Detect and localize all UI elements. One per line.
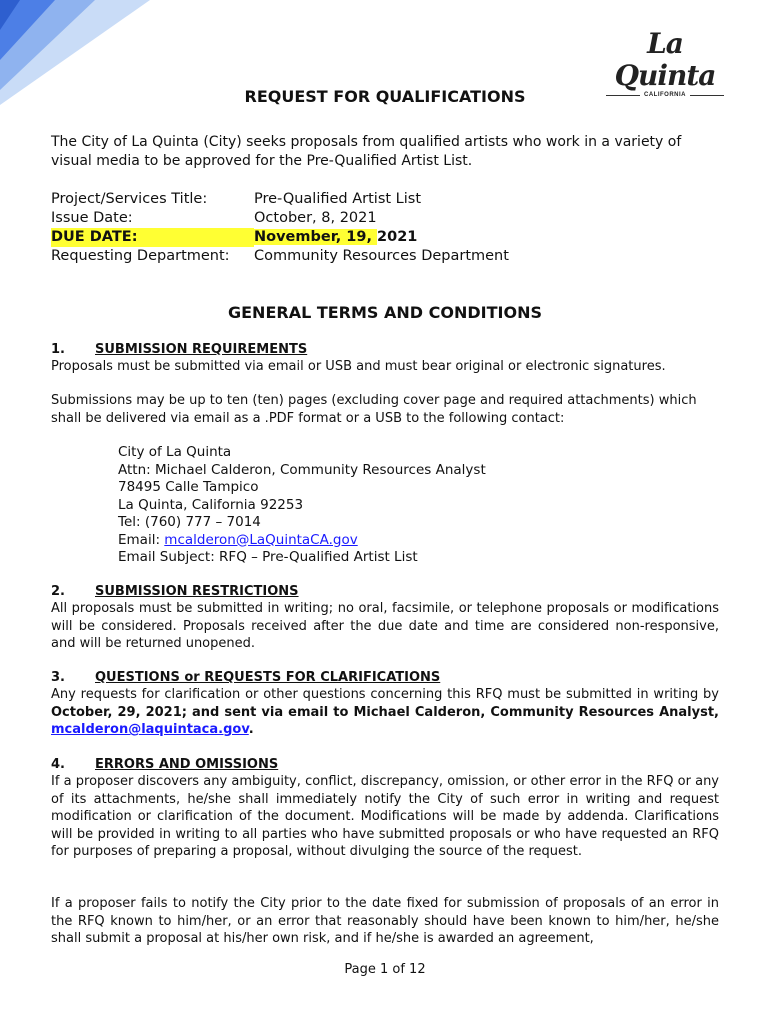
logo-subtitle-text: CALIFORNIA (644, 92, 686, 98)
issue-label: Issue Date: (51, 210, 133, 226)
section-2-heading (51, 583, 299, 600)
clarification-email-link[interactable]: mcalderon@laquintaca.gov (51, 722, 249, 737)
address-email-line (118, 532, 486, 550)
section-3-body-end: . (248, 722, 254, 737)
document-title: REQUEST FOR QUALIFICATIONS (244, 87, 526, 106)
address-subject-line: Email Subject: RFQ – Pre-Qualified Artist List (118, 549, 418, 565)
section-3-heading (51, 669, 440, 686)
project-value: Pre-Qualified Artist List (254, 191, 422, 207)
due-value-year: 2021 (377, 229, 418, 245)
section-2-title: SUBMISSION RESTRICTIONS (95, 584, 299, 599)
section-1-title: SUBMISSION REQUIREMENTS (95, 342, 308, 357)
due-label: DUE DATE: (51, 228, 254, 247)
address-line-5: Tel: (760) 777 – 7014 (118, 514, 261, 530)
section-4-paragraph-2: If a proposer fails to notify the City prior to the date fixed for submission of proposals of an error in the RFQ known to him/her, or an error that reasonably should have been known to him/her, he/she shall submit a proposal at his/her own risk, and if he/she is awarded an agreement, (51, 896, 719, 946)
section-4-title: ERRORS AND OMISSIONS (95, 757, 279, 772)
address-line-2: Attn: Michael Calderon, Community Resources Analyst (118, 461, 486, 478)
section-3-number: 3. (51, 670, 65, 685)
due-value-highlighted: November, 19, (254, 229, 378, 245)
page-number: Page 1 of 12 (344, 962, 426, 977)
info-row-dept (51, 247, 509, 266)
section-2-body: All proposals must be submitted in writing; no oral, facsimile, or telephone proposals or modifications will be considered. Proposals received after the due date and time are considered non-responsive, and will be returned unopened. (51, 601, 719, 651)
issue-value: October, 8, 2021 (254, 210, 377, 226)
section-4-heading (51, 756, 278, 773)
contact-email-link[interactable]: mcalderon@LaQuintaCA.gov (164, 531, 358, 548)
info-row-project (51, 190, 509, 209)
dept-value: Community Resources Department (254, 248, 509, 264)
dept-label: Requesting Department: (51, 248, 230, 264)
info-row-issue (51, 209, 509, 228)
section-4-paragraph-1: If a proposer discovers any ambiguity, conflict, discrepancy, omission, or other error in the RFQ or any of its attachments, he/she shall immediately notify the City of such error in writing and request modification or clarification of the document. Modifications will be made by addenda. Clarifications will be provided in writing to all parties who have submitted proposals or who have requested an RFQ for purposes of preparing a proposal, without divulging the source of the request. (51, 774, 719, 859)
info-row-due (51, 228, 509, 247)
section-1-paragraph-2: Submissions may be up to ten (ten) pages (excluding cover page and required attachments) which shall be delivered via email as a .PDF format or a USB to the following contact: (51, 393, 697, 426)
section-4-number: 4. (51, 757, 65, 772)
logo-wordmark: La Quinta (614, 27, 716, 92)
section-1-number: 1. (51, 342, 65, 357)
section-3-body (51, 686, 719, 739)
section-1-paragraph-1: Proposals must be submitted via email or USB and must bear original or electronic signatures. (51, 359, 666, 374)
email-label: Email: (118, 531, 165, 548)
project-label: Project/Services Title: (51, 191, 208, 207)
section-2-number: 2. (51, 584, 65, 599)
intro-paragraph: The City of La Quinta (City) seeks proposals from qualified artists who work in a variety of visual media to be approved for the Pre-Qualified Artist List. (51, 134, 682, 169)
section-3-title: QUESTIONS or REQUESTS FOR CLARIFICATIONS (95, 670, 441, 685)
contact-address (118, 444, 486, 567)
address-line-1: City of La Quinta (118, 444, 232, 460)
general-terms-heading: GENERAL TERMS AND CONDITIONS (227, 303, 542, 322)
section-3-body-bold: October, 29, 2021; and sent via email to Michael Calderon, Community Resources Analyst, (51, 704, 719, 720)
address-line-3: 78495 Calle Tampico (118, 479, 259, 495)
section-3-body-start: Any requests for clarification or other questions concerning this RFQ must be submitted in writing by (51, 687, 719, 702)
la-quinta-logo (600, 27, 730, 98)
address-line-4: La Quinta, California 92253 (118, 496, 304, 513)
section-1-heading (51, 341, 307, 358)
info-table (51, 190, 509, 266)
